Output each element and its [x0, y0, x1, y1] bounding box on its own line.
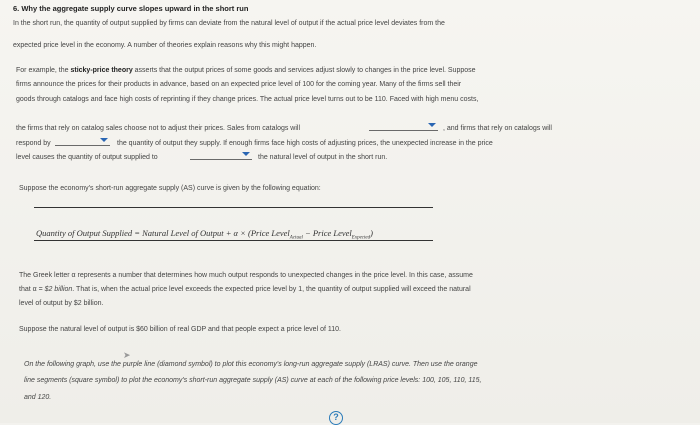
- alpha-line-3: level of output by $2 billion.: [19, 300, 104, 307]
- equation-rule-top: [34, 207, 433, 208]
- output-dropdown[interactable]: [190, 151, 252, 160]
- chevron-down-icon: [242, 152, 250, 156]
- as-equation: Quantity of Output Supplied = Natural Level of Output + α × (Price Level$_{Actual}$ − Price Level$_{Expected}$): [36, 228, 373, 241]
- chevron-down-icon: [428, 123, 436, 127]
- intro-line-2: expected price level in the economy. A number of theories explain reasons why this might happen.: [13, 42, 317, 49]
- example-line-3: goods through catalogs and face high costs of reprinting if they change prices. The actual price level turns out to be 110. Faced with high menu costs,: [16, 96, 479, 103]
- instruction-line-1: On the following graph, use the purple line (diamond symbol) to plot this economy's long-run aggregate supply (LRAS) curve. Then use the orange: [24, 361, 478, 368]
- help-icon[interactable]: ?: [329, 411, 343, 425]
- example-line-6a: respond by: [16, 140, 51, 147]
- example-line-1: For example, the sticky-price theory asserts that the output prices of some goods and services adjust slowly to changes in the price level. Suppose: [16, 67, 476, 74]
- example-line-6b: the quantity of output they supply. If enough firms face high costs of adjusting prices, the unexpected increase in the price: [117, 140, 493, 147]
- alpha-line-2: that α = $2 billion. That is, when the actual price level exceeds the expected price level by 1, the quantity of output supplied will exceed the natural: [19, 286, 471, 293]
- mouse-cursor-icon: ➤: [123, 350, 131, 360]
- natural-level-statement: Suppose the natural level of output is $60 billion of real GDP and that people expect a price level of 110.: [19, 326, 341, 333]
- intro-line-1: In the short run, the quantity of output supplied by firms can deviate from the natural level of output if the actual price level deviates from the: [13, 20, 445, 27]
- example-line-2: firms announce the prices for their products in advance, based on an expected price level of 100 for the coming year. Many of the firms sell their: [16, 81, 462, 88]
- alpha-line-1: The Greek letter α represents a number that determines how much output responds to unexpected changes in the price level. In this case, assume: [19, 272, 473, 279]
- instruction-line-3: and 120.: [24, 394, 52, 401]
- question-title: 6. Why the aggregate supply curve slopes upward in the short run: [13, 4, 249, 13]
- sales-dropdown[interactable]: [369, 122, 438, 131]
- example-line-5a: the firms that rely on catalog sales choose not to adjust their prices. Sales from catalogs will: [16, 125, 301, 132]
- equation-intro: Suppose the economy's short-run aggregate supply (AS) curve is given by the following equation:: [19, 185, 321, 192]
- respond-dropdown[interactable]: [55, 137, 110, 146]
- example-line-5b: , and firms that rely on catalogs will: [443, 125, 552, 132]
- instruction-line-2: line segments (square symbol) to plot the economy's short-run aggregate supply (AS) curve at each of the following price levels: 100, 105, 110, 115,: [24, 377, 482, 384]
- chevron-down-icon: [100, 138, 108, 142]
- example-line-7b: the natural level of output in the short run.: [258, 154, 388, 161]
- equation-rule-bottom: [34, 240, 433, 241]
- example-line-7a: level causes the quantity of output supplied to: [16, 154, 158, 161]
